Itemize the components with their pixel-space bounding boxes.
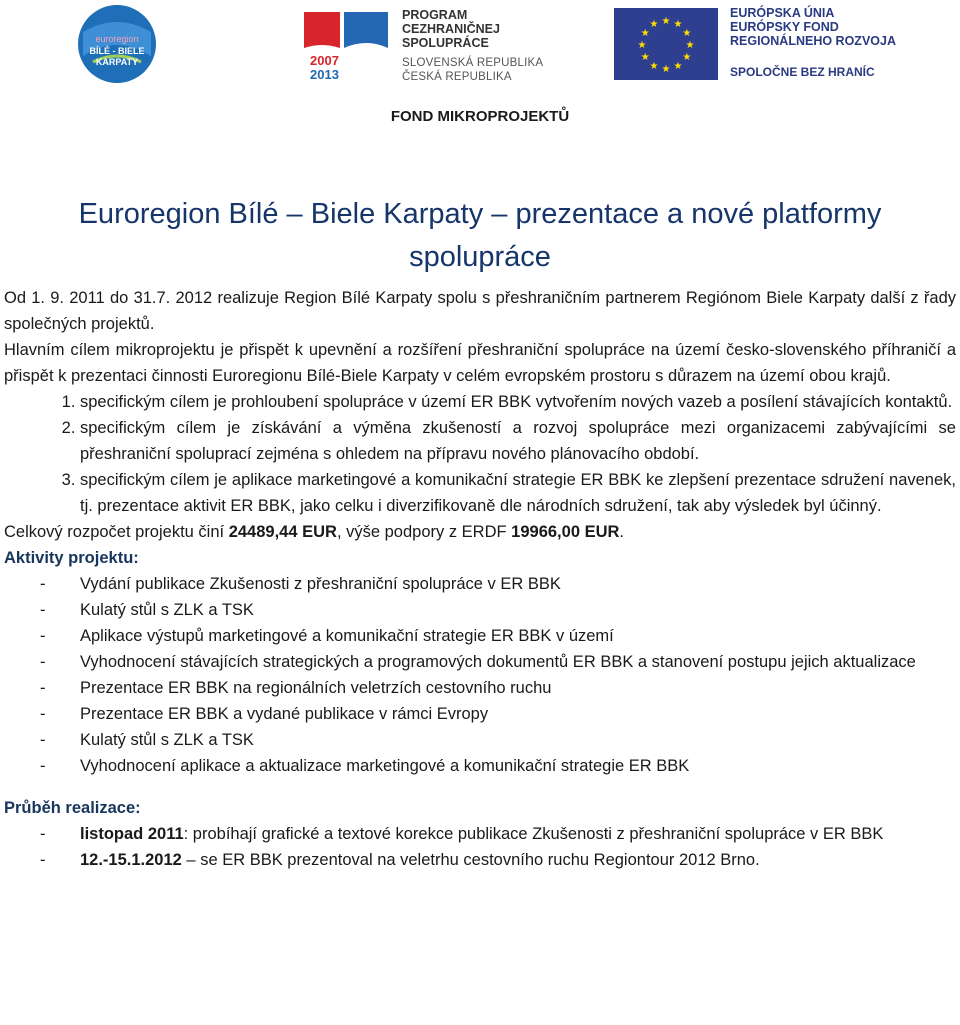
eu-line: REGIONÁLNEHO ROZVOJA [730, 34, 896, 48]
budget-total: 24489,44 EUR [228, 523, 337, 541]
svg-text:2013: 2013 [310, 67, 339, 82]
eu-star-icon: ★ [685, 40, 695, 51]
list-item: - Prezentace ER BBK na regionálních veletrzích cestovního ruchu [4, 675, 956, 701]
activities-list [4, 571, 956, 779]
main-goal-paragraph: Hlavním cílem mikroprojektu je přispět k upevnění a rozšíření přeshraniční spolupráce na území česko-slovenského příhraničí a přispět k prezentaci činnosti Euroregionu Bílé-Biele Karpaty v celém evropském prostoru s důrazem na území obou krajů. [4, 341, 956, 385]
svg-text:BÍLÉ - BIELE: BÍLÉ - BIELE [89, 46, 145, 56]
eu-flag-icon [614, 8, 718, 80]
program-country: ČESKÁ REPUBLIKA [402, 71, 512, 83]
list-item: - Kulatý stůl s ZLK a TSK [4, 727, 956, 753]
eu-motto: SPOLOČNE BEZ HRANÍC [730, 65, 875, 79]
list-item: - Prezentace ER BBK a vydané publikace v rámci Evropy [4, 701, 956, 727]
progress-list [4, 821, 956, 873]
eu-line: EURÓPSKY FOND [730, 20, 839, 34]
eu-logo [614, 6, 944, 82]
list-item: - Vyhodnocení stávajících strategických a programových dokumentů ER BBK a stanovení postupu jejich aktualizace [4, 649, 956, 675]
list-item: - Vydání publikace Zkušenosti z přeshraniční spolupráce v ER BBK [4, 571, 956, 597]
eu-star-icon: ★ [649, 19, 659, 31]
progress-text: – se ER BBK prezentoval na veletrhu cestovního ruchu Regiontour 2012 Brno. [181, 851, 760, 869]
eu-star-icon: ★ [673, 19, 683, 31]
budget-prefix: Celkový rozpočet projektu činí [4, 523, 229, 541]
list-item: - Kulatý stůl s ZLK a TSK [4, 597, 956, 623]
list-item [4, 821, 956, 847]
specific-goals-list [4, 389, 956, 519]
list-item: - Aplikace výstupů marketingové a komunikační strategie ER BBK v území [4, 623, 956, 649]
header-logos [0, 0, 960, 95]
progress-text: : probíhají grafické a textové korekce publikace Zkušenosti z přeshraniční spolupráce v ER BBK [183, 825, 884, 843]
program-emblem-icon [300, 8, 392, 82]
program-line: PROGRAM [402, 8, 468, 22]
page-title: Euroregion Bílé – Biele Karpaty – prezentace a nové platformy spolupráce [78, 198, 882, 273]
eu-star-icon: ★ [637, 40, 647, 51]
eu-star-icon: ★ [661, 64, 671, 75]
eu-star-icon: ★ [649, 60, 659, 72]
intro-paragraph: Od 1. 9. 2011 do 31.7. 2012 realizuje Region Bílé Karpaty spolu s přeshraničním partnerem Regiónom Biele Karpaty další z řady společných projektů. [4, 289, 956, 333]
program-country: SLOVENSKÁ REPUBLIKA [402, 57, 544, 69]
program-logo [300, 8, 590, 82]
document-body [4, 100, 956, 873]
progress-date: listopad 2011 [80, 825, 184, 843]
fund-title: FOND MIKROPROJEKTŮ [390, 108, 570, 125]
budget-paragraph [4, 519, 956, 545]
budget-suffix: . [619, 523, 625, 541]
budget-support: 19966,00 EUR [511, 523, 620, 541]
list-item: - Vyhodnocení aplikace a aktualizace marketingové a komunikační strategie ER BBK [4, 753, 956, 779]
eu-star-icon: ★ [640, 52, 650, 63]
svg-text:KARPATY: KARPATY [95, 57, 139, 67]
list-item: 3. specifickým cílem je aplikace marketingové a komunikační strategie ER BBK ke zlepšení prezentace sdružení navenek, tj. prezentace aktivit ER BBK, jako celku i diverzifikovaně dle národních sdružení, tak aby výsledek byl účinný. [80, 467, 956, 519]
eu-star-icon: ★ [682, 28, 692, 39]
activities-heading: Aktivity projektu: [4, 549, 139, 567]
program-line: SPOLUPRÁCE [402, 36, 489, 50]
svg-text:2007: 2007 [310, 53, 339, 68]
budget-middle: , výše podpory z ERDF [336, 523, 512, 541]
list-item: 1. specifickým cílem je prohloubení spolupráce v území ER BBK vytvořením nových vazeb a posílení stávajících kontaktů. [80, 389, 956, 415]
progress-heading: Průběh realizace: [4, 799, 141, 817]
progress-date: 12.-15.1.2012 [80, 851, 182, 869]
eu-star-icon: ★ [661, 16, 671, 27]
eu-star-icon: ★ [640, 28, 650, 39]
eu-star-icon: ★ [673, 60, 683, 72]
eu-line: EURÓPSKA ÚNIA [730, 6, 835, 20]
eu-star-icon: ★ [682, 52, 692, 63]
program-line: CEZHRANIČNEJ [402, 22, 500, 36]
list-item: 2. specifickým cílem je získávání a výměna zkušeností a rozvoj spolupráce mezi organizacemi zabývajícími se přeshraniční spoluprací zejména s ohledem na přípravu nového plánovacího období. [80, 415, 956, 467]
svg-text:euroregion: euroregion [95, 34, 139, 44]
euroregion-logo [77, 4, 157, 84]
list-item [4, 847, 956, 873]
